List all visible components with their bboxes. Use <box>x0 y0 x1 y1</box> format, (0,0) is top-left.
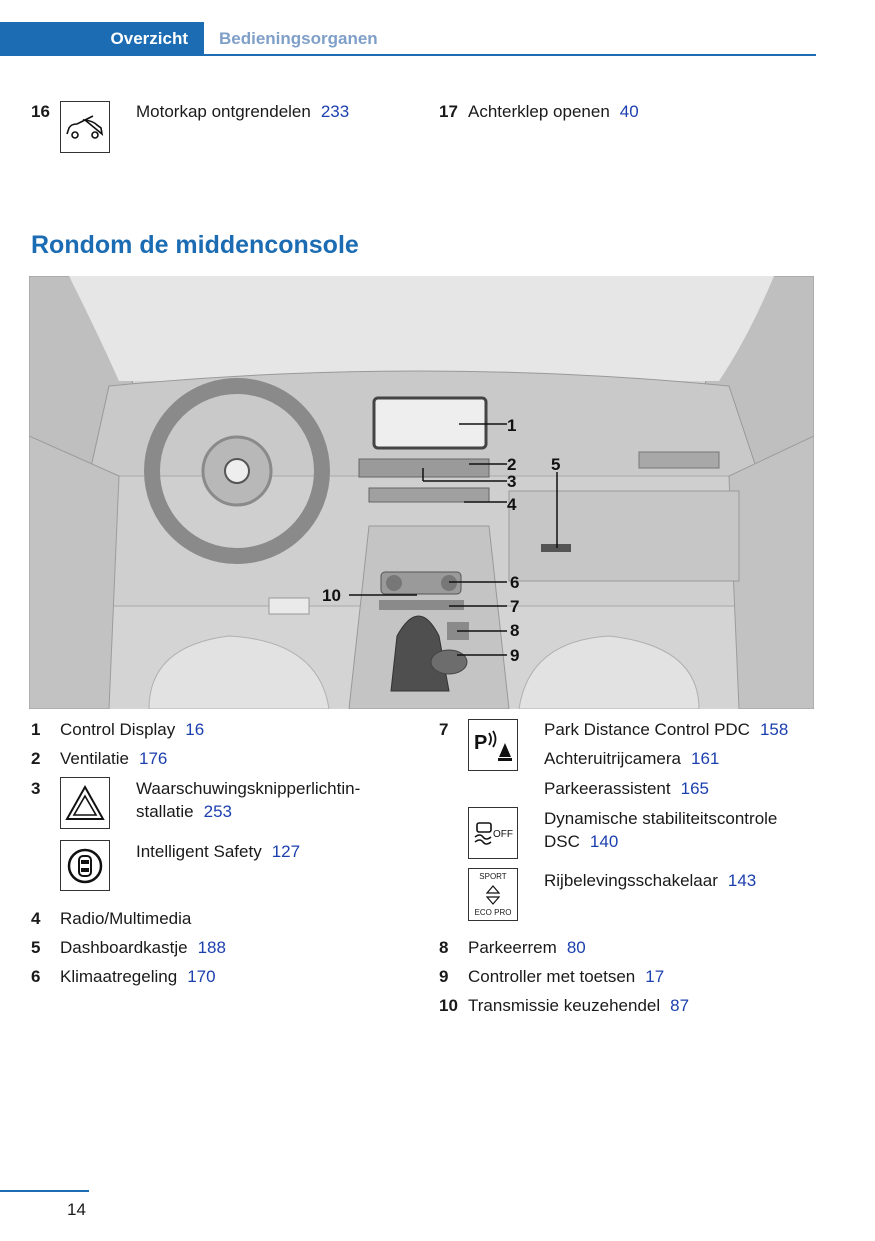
item-label: Dashboardkastje <box>60 938 188 957</box>
item-label: Ventilatie <box>60 749 129 768</box>
page-number: 14 <box>67 1200 86 1219</box>
dsc-off-icon <box>468 807 518 859</box>
callout-7: 7 <box>510 597 520 616</box>
page-ref-link[interactable]: 143 <box>727 871 757 890</box>
item-label: Transmissie keuzehendel <box>468 996 661 1015</box>
page-ref-link[interactable]: 233 <box>320 102 350 121</box>
callout-6: 6 <box>510 573 520 592</box>
item-number: 6 <box>31 967 41 986</box>
item-label: Dynamische stabiliteitscontrole <box>544 809 778 828</box>
driving-mode-sport-text: SPORT <box>479 872 507 881</box>
page-ref-link[interactable]: 40 <box>619 102 639 121</box>
footer-divider <box>0 1190 89 1192</box>
item-number: 16 <box>31 102 50 121</box>
list-item <box>60 965 216 988</box>
list-item <box>468 994 689 1017</box>
list-item <box>60 718 204 741</box>
item-number: 7 <box>439 720 449 739</box>
callout-4: 4 <box>507 495 517 514</box>
item-label: Achterklep openen <box>468 102 610 121</box>
callout-1: 1 <box>507 416 517 435</box>
callout-2: 2 <box>507 455 517 474</box>
list-item <box>544 777 709 800</box>
tab-bedieningsorganen[interactable]: Bedieningsorganen <box>204 22 816 56</box>
item-label: Controller met toetsen <box>468 967 636 986</box>
list-item <box>60 907 191 930</box>
list-item <box>136 840 300 863</box>
list-item <box>468 965 664 988</box>
item-number: 5 <box>31 938 41 957</box>
driving-mode-eco-text: ECO PRO <box>474 908 512 917</box>
item-label: Rijbelevingsschakelaar <box>544 871 718 890</box>
list-item <box>136 100 349 123</box>
item-number: 2 <box>31 749 41 768</box>
callout-10: 10 <box>322 586 341 605</box>
page-ref-link[interactable]: 140 <box>589 832 619 851</box>
list-item <box>468 936 586 959</box>
section-title: Rondom de middenconsole <box>31 231 359 259</box>
callout-8: 8 <box>510 621 520 640</box>
item-number: 4 <box>31 909 41 928</box>
callout-9: 9 <box>510 646 520 665</box>
page-ref-link[interactable]: 17 <box>645 967 665 986</box>
svg-text:OFF: OFF <box>493 829 513 840</box>
list-item <box>544 747 719 770</box>
item-label: stallatie <box>136 802 194 821</box>
list-item <box>60 936 226 959</box>
callout-3: 3 <box>507 472 517 491</box>
item-label: Parkeerrem <box>468 938 557 957</box>
list-item <box>468 100 639 123</box>
page-ref-link[interactable]: 188 <box>197 938 226 957</box>
item-label: Park Distance Control PDC <box>544 720 750 739</box>
tab-overzicht[interactable]: Overzicht <box>0 22 204 56</box>
car-hood-icon <box>60 101 110 153</box>
item-number: 8 <box>439 938 449 957</box>
svg-text:P: P <box>474 732 488 754</box>
page-ref-link[interactable]: 165 <box>680 779 709 798</box>
page-ref-link[interactable]: 87 <box>670 996 690 1015</box>
item-number: 10 <box>439 996 458 1015</box>
item-label: Intelligent Safety <box>136 842 262 861</box>
item-label: Radio/Multimedia <box>60 909 192 928</box>
item-label: Control Display <box>60 720 176 739</box>
item-label: DSC <box>544 832 580 851</box>
item-label: Achteruitrijcamera <box>544 749 681 768</box>
dashboard-illustration <box>29 276 814 709</box>
page-ref-link[interactable]: 161 <box>691 749 720 768</box>
list-item <box>544 718 788 741</box>
page-ref-link[interactable]: 16 <box>185 720 205 739</box>
list-item <box>136 777 360 823</box>
driving-mode-icon <box>468 868 518 921</box>
item-label: Parkeerassistent <box>544 779 671 798</box>
up-down-arrows-icon <box>486 885 500 905</box>
item-number: 1 <box>31 720 41 739</box>
park-distance-icon <box>468 719 518 771</box>
list-item <box>60 747 167 770</box>
intelligent-safety-icon <box>60 840 110 891</box>
item-number: 17 <box>439 102 458 121</box>
page-ref-link[interactable]: 158 <box>759 720 789 739</box>
page-ref-link[interactable]: 253 <box>203 802 233 821</box>
item-label: Motorkap ontgrendelen <box>136 102 311 121</box>
item-label: Klimaatregeling <box>60 967 178 986</box>
page-ref-link[interactable]: 176 <box>139 749 168 768</box>
item-number: 3 <box>31 779 41 798</box>
page-ref-link[interactable]: 80 <box>566 938 586 957</box>
callout-5: 5 <box>551 455 561 474</box>
page-ref-link[interactable]: 127 <box>271 842 301 861</box>
list-item <box>544 807 777 853</box>
hazard-warning-icon <box>60 777 110 829</box>
item-number: 9 <box>439 967 449 986</box>
item-label: Waarschuwingsknipperlichtin- <box>136 779 361 798</box>
page-ref-link[interactable]: 170 <box>187 967 216 986</box>
list-item <box>544 869 756 892</box>
